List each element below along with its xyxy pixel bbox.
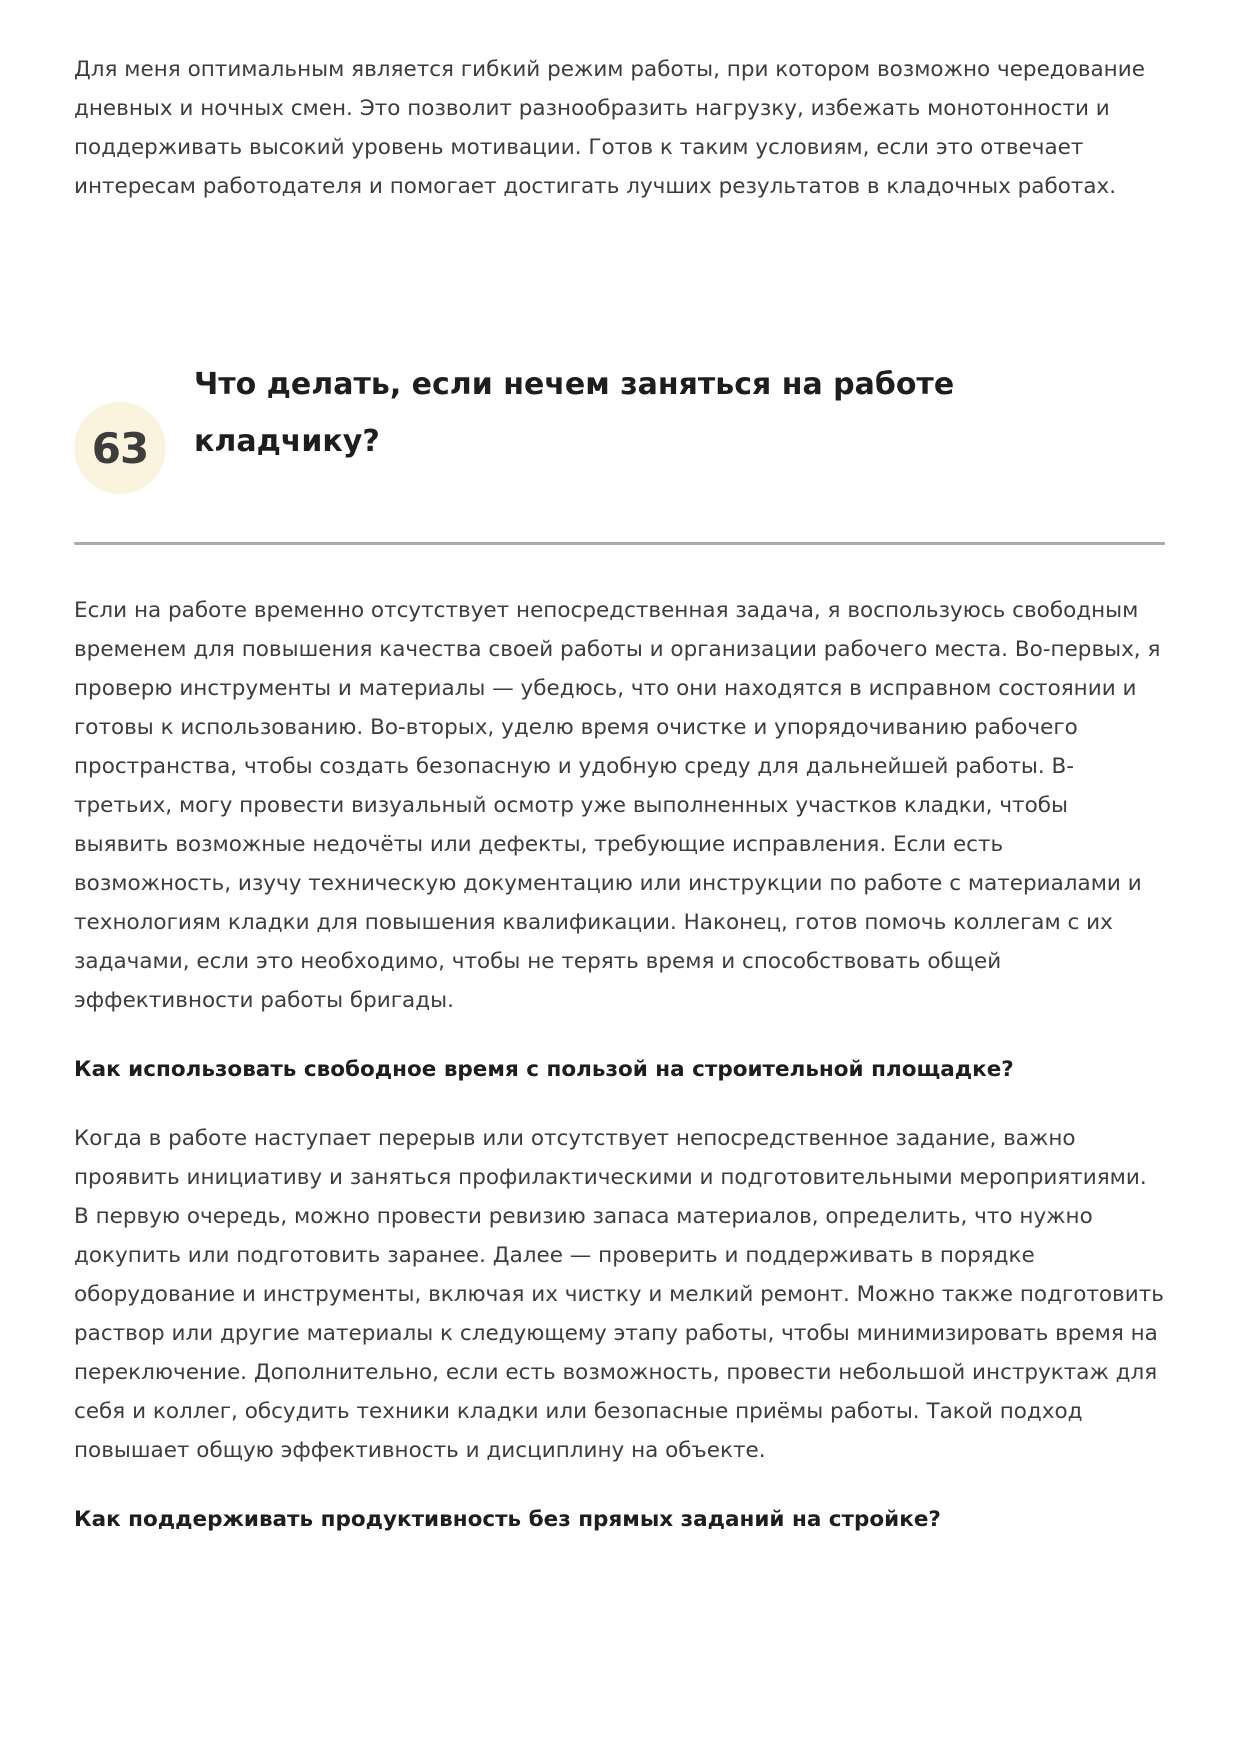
section-divider — [74, 542, 1165, 545]
answer-paragraph-1: Если на работе временно отсутствует непосредственная задача, я воспользуюсь свободным временем для повышения качества своей работы и организации рабочего места. Во-первых, я проверю инструменты и материалы — убедюсь, что они находятся в исправном состоянии и готовы к использованию. Во-вторых, уделю время очистке и упорядочиванию рабочего пространства, чтобы создать безопасную и удобную среду для дальнейшей работы. В-третьих, могу провести визуальный осмотр уже выполненных участков кладки, чтобы выявить возможные недочёты или дефекты, требующие исправления. Если есть возможность, изучу техническую документацию или инструкции по работе с материалами и технологиям кладки для повышения квалификации. Наконец, готов помочь коллегам с их задачами, если это необходимо, чтобы не терять время и способствовать общей эффективности работы бригады. — [74, 598, 1161, 1013]
question-number-badge: 63 — [74, 402, 166, 494]
answer-paragraph-2: Когда в работе наступает перерыв или отсутствует непосредственное задание, важно проявить инициативу и заняться профилактическими и подготовительными мероприятиями. В первую очередь, можно провести ревизию запаса материалов, определить, что нужно докупить или подготовить заранее. Далее — проверить и поддерживать в порядке оборудование и инструменты, включая их чистку и мелкий ремонт. Можно также подготовить раствор или другие материалы к следующему этапу работы, чтобы минимизировать время на переключение. Дополнительно, если есть возможность, провести небольшой инструктаж для себя и коллег, обсудить техники кладки или безопасные приёмы работы. Такой подход повышает общую эффективность и дисциплину на объекте. — [74, 1126, 1164, 1463]
sub-question-2: Как поддерживать продуктивность без прямых заданий на стройке? — [74, 1507, 941, 1532]
question-header — [74, 356, 1165, 494]
intro-paragraph: Для меня оптимальным является гибкий режим работы, при котором возможно чередование дневных и ночных смен. Это позволит разнообразить нагрузку, избежать монотонности и поддерживать высокий уровень мотивации. Готов к таким условиям, если это отвечает интересам работодателя и помогает достигать лучших результатов в кладочных работах. — [74, 57, 1145, 199]
sub-question-1: Как использовать свободное время с пользой на строительной площадке? — [74, 1057, 1014, 1082]
question-title: Что делать, если нечем заняться на работе кладчику? — [194, 367, 955, 459]
